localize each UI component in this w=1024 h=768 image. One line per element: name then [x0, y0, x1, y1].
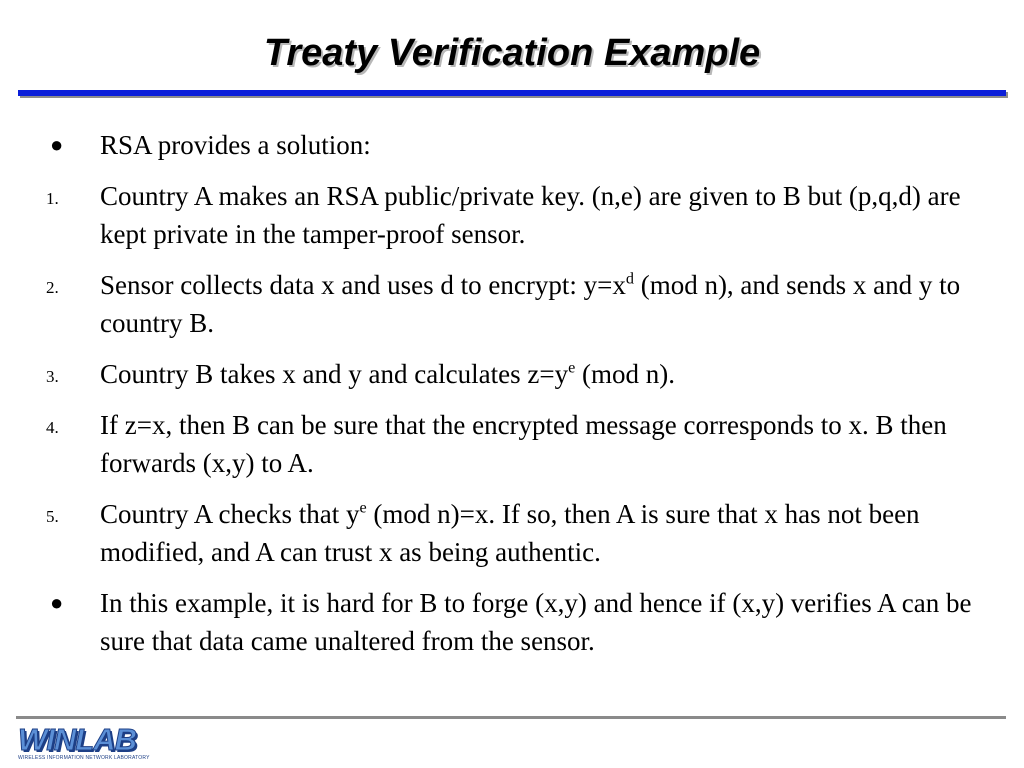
- list-item: [0, 126, 1024, 164]
- list-item-text-post: (mod n), and sends x and y to country B.: [100, 270, 961, 338]
- list-item-text-pre: Country B takes x and y and calculates z=y: [100, 359, 569, 389]
- list-item-text: If z=x, then B can be sure that the encrypted message corresponds to x. B then forwards (x,y) to A.: [100, 410, 947, 478]
- list-item-text: Country A makes an RSA public/private key. (n,e) are given to B but (p,q,d) are kept private in the tamper-proof sensor.: [100, 181, 961, 249]
- list-item-text-pre: Country A checks that y: [100, 499, 360, 529]
- exponent: e: [359, 498, 367, 517]
- slide-title: Treaty Verification Example: [263, 32, 761, 74]
- list-item: [0, 406, 1024, 482]
- list-item-text-post: (mod n)=x. If so, then A is sure that x has not been modified, and A can trust x as being authentic.: [100, 499, 920, 567]
- step-number: 3.: [46, 367, 59, 386]
- list-item: [0, 177, 1024, 253]
- step-number: 1.: [46, 189, 59, 208]
- list-item: [0, 266, 1024, 342]
- list-item: [0, 584, 1024, 660]
- list-item-text: RSA provides a solution:: [100, 130, 371, 160]
- content-list: [0, 126, 1024, 673]
- logo-subtitle: WIRELESS INFORMATION NETWORK LABORATORY: [18, 755, 150, 761]
- logo-wordmark: WINLAB: [18, 722, 136, 757]
- footer-divider: [16, 716, 1006, 719]
- list-item: [0, 495, 1024, 571]
- bullet-marker: ●: [50, 132, 64, 157]
- exponent: e: [568, 358, 576, 377]
- exponent: d: [625, 269, 634, 288]
- step-number: 5.: [46, 507, 59, 526]
- list-item-text-pre: Sensor collects data x and uses d to encrypt: y=x: [100, 270, 626, 300]
- step-number: 4.: [46, 418, 59, 437]
- winlab-logo: [18, 724, 168, 762]
- title-underline: [18, 90, 1006, 96]
- list-item-text-post: (mod n).: [575, 359, 676, 389]
- bullet-marker: ●: [50, 590, 64, 615]
- list-item-text: In this example, it is hard for B to forge (x,y) and hence if (x,y) verifies A can be sure that data came unaltered from the sensor.: [100, 588, 972, 656]
- step-number: 2.: [46, 278, 59, 297]
- list-item: [0, 355, 1024, 393]
